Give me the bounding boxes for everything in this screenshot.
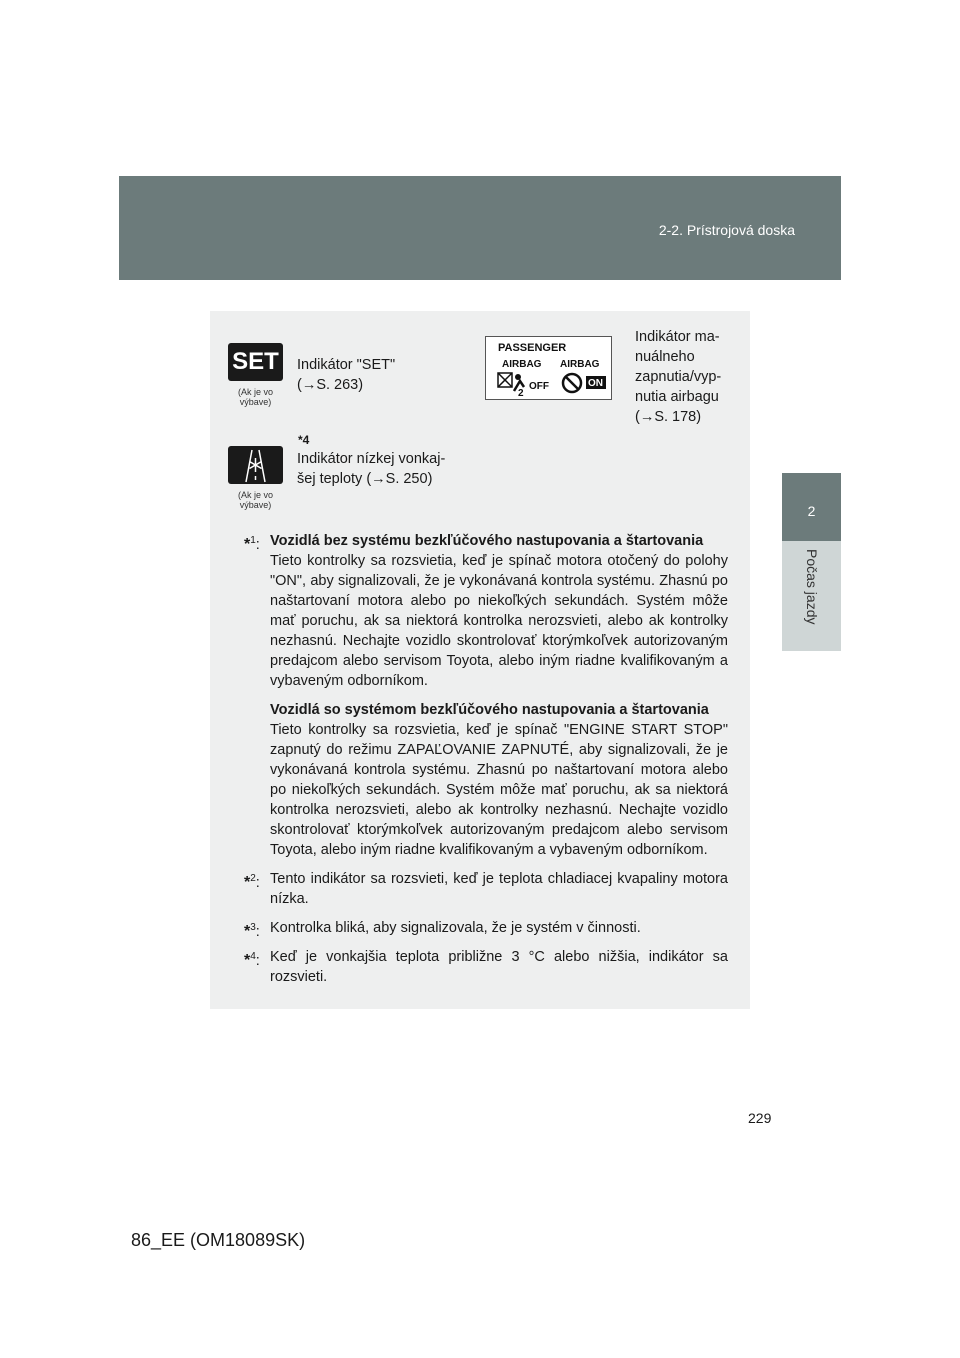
- on-label: ON: [588, 378, 603, 389]
- lowtemp-indicator-description: Indikátor nízkej vonkaj- šej teploty (→S. 250): [297, 451, 446, 487]
- svg-text:2: 2: [518, 388, 524, 399]
- footnote-3: *$^3$: Kontrolka bliká, aby signalizovala, že je systém v činnosti.: [244, 920, 641, 940]
- airbag-label-off: AIRBAG: [502, 359, 542, 370]
- chapter-tab-number: 2: [782, 473, 841, 541]
- passenger-airbag-indicator-icon: [485, 336, 612, 400]
- low-outside-temperature-icon: [228, 446, 283, 484]
- passenger-label: PASSENGER: [498, 342, 567, 354]
- snowflake-road-icon: [228, 446, 283, 484]
- set-indicator-icon: SET: [228, 343, 283, 381]
- off-label: OFF: [529, 381, 549, 392]
- footnote-star-4: *4: [298, 433, 310, 447]
- chapter-tab-label: [782, 541, 841, 651]
- set-indicator-description: Indikátor "SET" (→S. 263): [297, 357, 396, 393]
- set-availability-note: (Ak je vo výbave): [237, 387, 273, 407]
- airbag-indicator-description: Indikátor ma- nuálneho zapnutia/vyp- nutia airbagu (→S. 178): [635, 329, 722, 425]
- chapter-tab-text: Počas jazdy: [804, 549, 820, 625]
- header-band: [119, 176, 841, 280]
- footnote-1: *$^1$: Vozidlá bez systému bezkľúčového nastupovania a štartovania Tieto kontrolky sa rozsvietia, keď je spínač motora otočený do polohy "ON", aby signalizovali, že je vykonávaná kontrola systému. Zhasnú po naštartovaní motora alebo po niekoľkých sekundách. Systém môže mať poruchu, ak sa niektorá kontrolka nerozsvieti, alebo ak kontrolky nezhasnú. Nechajte vozidlo skontrolovať ktorýmkoľvek autorizovaným predajcom alebo servisom Toyota, alebo iným riadne kvalifikovaným a vybaveným odborníkom. Vozidlá so systémom bezkľúčového nastupovania a štartovania Tieto kontrolky sa rozsvietia, keď je spínač "ENGINE START STOP" zapnutý do režimu ZAPAĽOVANIE ZAPNUTÉ, aby signalizovali, že je vykonávaná kontrola systému. Zhasnú po naštartovaní motora alebo po niekoľkých sekundách. Systém môže mať poruchu, ak sa niektorá kontrolka nerozsvieti, alebo ak kontrolky nezhasnú. Nechajte vozidlo skontrolovať ktorýmkoľvek autorizovaným predajcom alebo servisom Toyota, alebo iným riadne kvalifikovaným a vybaveným odborníkom.: [244, 533, 728, 858]
- footnote-1-text-b: Tieto kontrolky sa rozsvietia, keď je spínač "ENGINE START STOP" zapnutý do režimu ZAPAĽOVANIE ZAPNUTÉ, aby signalizovali, že je vykonávaná kontrola systému. Zhasnú po naštartovaní motora alebo po niekoľkých sekundách. Systém môže mať poruchu, ak sa niektorá kontrolka nerozsvieti, alebo ak kontrolky nezhasnú. Nechajte vozidlo skontrolovať ktorýmkoľvek autorizovaným predajcom alebo servisom Toyota, alebo iným riadne kvalifikovaným a vybaveným odborníkom.: [270, 722, 728, 858]
- airbag-label-on: AIRBAG: [560, 359, 600, 370]
- footnote-1-subhead-b: Vozidlá so systémom bezkľúčového nastupovania a štartovania: [270, 702, 709, 718]
- footnotes: [244, 531, 728, 996]
- lowtemp-availability-note: (Ak je vo výbave): [237, 490, 273, 510]
- page-number: 229: [748, 1110, 772, 1126]
- footnote-4: *$^4$: Keď je vonkajšia teplota približne 3 °C alebo nižšia, indikátor sa rozsvieti.: [244, 949, 728, 985]
- footnote-1-text-a: Tieto kontrolky sa rozsvietia, keď je spínač motora otočený do polohy "ON", aby signalizovali, že je vykonávaná kontrola systému. Zhasnú po naštartovaní motora alebo po niekoľkých sekundách. Systém môže mať poruchu, ak sa niektorá kontrolka nerozsvieti, alebo ak kontrolky nezhasnú. Nechajte vozidlo skontrolovať ktorýmkoľvek autorizovaným predajcom alebo servisom Toyota, alebo iným riadne kvalifikovaným a vybaveným odborníkom.: [270, 553, 728, 689]
- section-title: 2-2. Prístrojová doska: [658, 222, 795, 238]
- footnote-2: *$^2$: Tento indikátor sa rozsvieti, keď je teplota chladiacej kvapaliny motora nízka.: [244, 871, 728, 907]
- indicator-panel: [210, 311, 750, 1009]
- footnote-1-subhead-a: Vozidlá bez systému bezkľúčového nastupovania a štartovania: [270, 533, 704, 549]
- document-code: 86_EE (OM18089SK): [131, 1230, 306, 1250]
- airbag-icon: [486, 337, 611, 399]
